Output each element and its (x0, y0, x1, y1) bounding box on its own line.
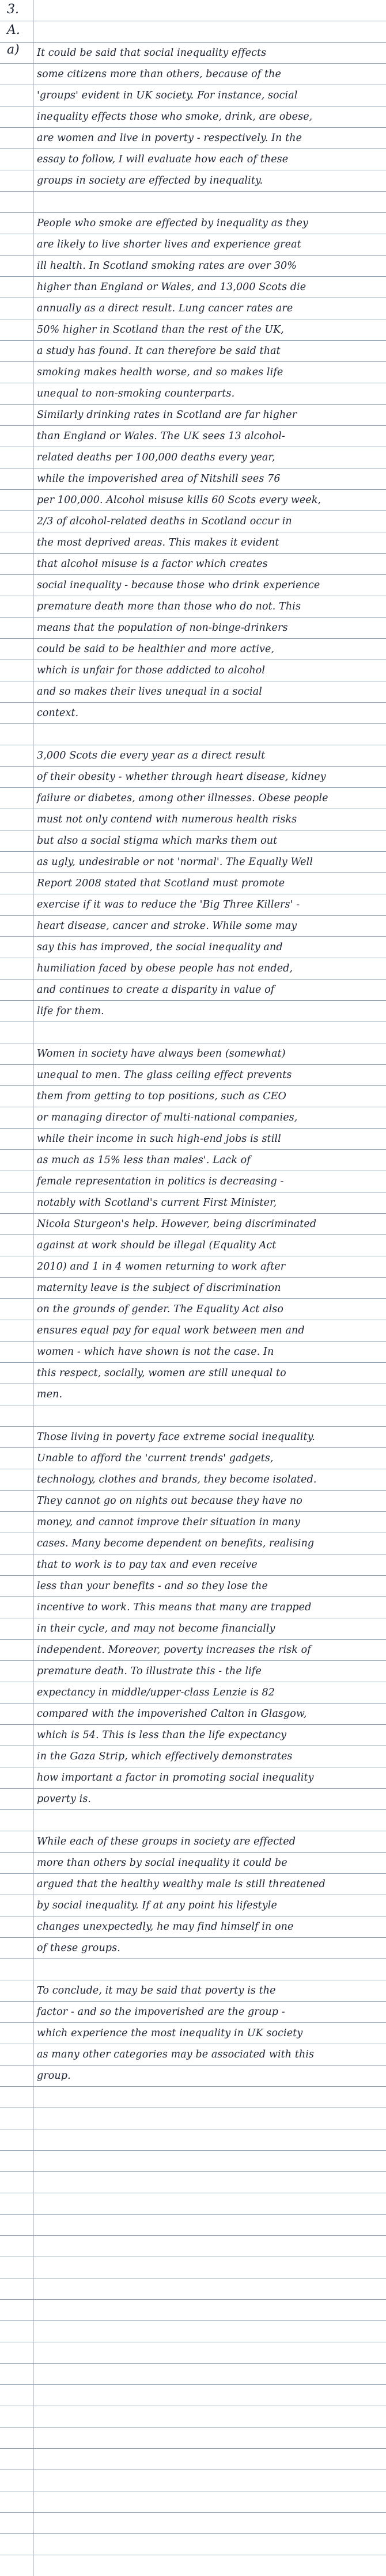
answer-label: a) (7, 43, 20, 57)
essay-paragraph-poverty: Those living in poverty face extreme social inequality. Unable to afford the 'current trends' gadgets, technology, clothes and brands, they become isolated. They cannot go on nights out because they have no money, and cannot improve their situation in many cases. Many become dependent on benefits, realising that to work is to pay tax and even receive less than your benefits - and so they lose the incentive to work. This means that many are trapped in their cycle, and may not become financially independent. Moreover, poverty increases the risk of premature death. To illustrate this - the life expectancy in middle/upper-class Lenzie is 82 compared with the impoverished Calton in Glasgow, which is 54. This is less than the life expectancy in the Gaza Strip, which effectively demonstrates how important a factor in promoting social inequality poverty is. (37, 1431, 317, 1805)
part-label: A. (7, 23, 20, 37)
essay-paragraph-smoking-drinking: People who smoke are effected by inequality as they are likely to live shorter lives and experience great ill health. In Scotland smoking rates are over 30% higher than England or Wales, and 13,000 Scots die annually as a direct result. Lung cancer rates are 50% higher in Scotland than the rest of the UK, a study has found. It can therefore be said that smoking makes health worse, and so makes life unequal to non-smoking counterparts. Similarly drinking rates in Scotland are far higher than England or Wales. The UK sees 13 alcohol- related deaths per 100,000 deaths every year, while the impoverished area of Nitshill sees 76 per 100,000. Alcohol misuse kills 60 Scots every week, 2/3 of alcohol-related deaths in Scotland occur in the most deprived areas. This makes it evident that alcohol misuse is a factor which creates social inequality - because those who drink experience premature death more than those who do not. This means that the population of non-binge-drinkers could be said to be healthier and more active, which is unfair for those addicted to alcohol and so makes their lives unequal in a social context. (37, 218, 321, 719)
essay-paragraph-obesity: 3,000 Scots die every year as a direct result of their obesity - whether through heart disease, kidney failure or diabetes, among other illnesses. Obese people must not only contend with numerous health risks but also a social stigma which marks them out as ugly, undesirable or not 'normal'. The Equally Well Report 2008 stated that Scotland must promote exercise if it was to reduce the 'Big Three Killers' - heart disease, cancer and stroke. While some may say this has improved, the social inequality and humiliation faced by obese people has not ended, and continues to create a disparity in value of life for them. (37, 750, 328, 1017)
essay-paragraph-women: Women in society have always been (somewhat) unequal to men. The glass ceiling effect prevents them from getting to top positions, such as CEO or managing director of multi-national companies, while their income in such high-end jobs is still as much as 15% less than males'. Lack of female representation in politics is decreasing - notably with Scotland's current First Minister, Nicola Sturgeon's help. However, being discriminated against at work should be illegal (Equality Act 2010) and 1 in 4 women returning to work after maternity leave is the subject of discrimination on the grounds of gender. The Equality Act also ensures equal pay for equal work between men and women - which have shown is not the case. In this respect, socially, women are still unequal to men. (37, 1048, 317, 1400)
question-number: 3. (7, 2, 19, 17)
essay-paragraph-intro: It could be said that social inequality effects some citizens more than others, because of the 'groups' evident in UK society. For instance, social inequality effects those who smoke, drink, are obese, are women and live in poverty - respectively. In the essay to follow, I will evaluate how each of these groups in society are effected by inequality. (37, 47, 313, 186)
essay-paragraph-conclusion: To conclude, it may be said that poverty is the factor - and so the impoverished are the group - which experience the most inequality in UK society as many other categories may be associated with this group. (37, 1985, 315, 2082)
essay-body (37, 43, 380, 2087)
essay-paragraph-evaluation: While each of these groups in society are effected more than others by social inequality it could be argued that the healthy wealthy male is still threatened by social inequality. If at any point his lifestyle changes unexpectedly, he may find himself in one of these groups. (37, 1836, 326, 1954)
